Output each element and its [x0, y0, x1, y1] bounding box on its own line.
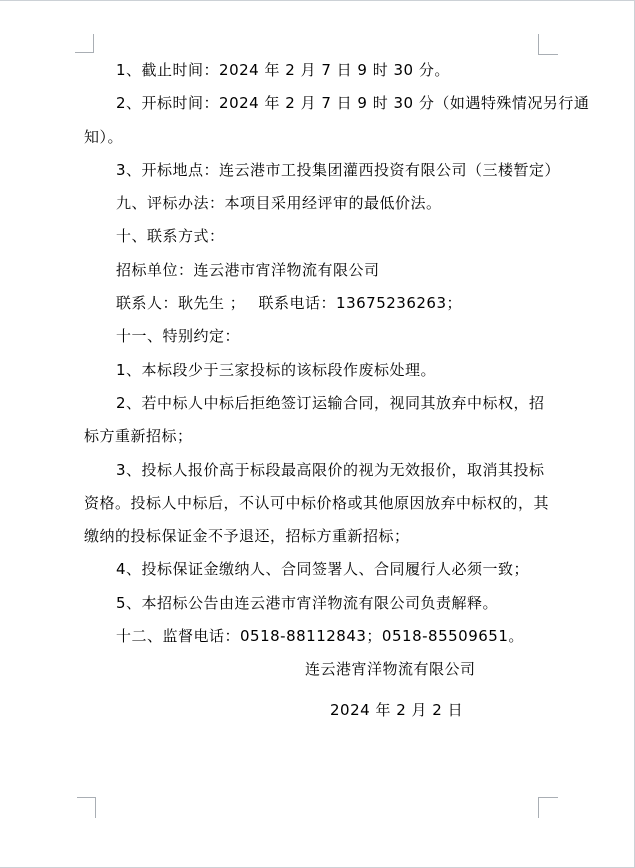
document-line-contact-person: 联系人：耿先生 ； 联系电话：13675236263；	[116, 294, 463, 313]
margin-mark-top-right	[538, 34, 558, 55]
signature-company-name: 连云港宵洋物流有限公司	[305, 660, 476, 679]
margin-mark-top-left	[75, 34, 94, 53]
margin-mark-bottom-right	[538, 797, 558, 818]
document-line-contact-heading: 十、联系方式：	[116, 227, 225, 246]
document-line-special-term-2: 2、若中标人中标后拒绝签订运输合同，视同其放弃中标权，招	[116, 393, 545, 412]
document-body	[84, 54, 590, 727]
document-line-special-term-5: 5、本招标公告由连云港市宵洋物流有限公司负责解释。	[116, 593, 499, 612]
document-line-special-term-4: 4、投标保证金缴纳人、合同签署人、合同履行人必须一致；	[116, 560, 530, 579]
document-line-special-term-2-wrap: 标方重新招标；	[84, 427, 193, 446]
document-line-bid-opening-time: 2、开标时间：2024 年 2 月 7 日 9 时 30 分（如遇特殊情况另行通	[116, 94, 590, 113]
document-line-bid-opening-time-wrap: 知）。	[84, 127, 124, 146]
document-line-deadline-time: 1、截止时间：2024 年 2 月 7 日 9 时 30 分。	[116, 61, 450, 79]
document-line-special-term-1: 1、本标段少于三家投标的该标段作废标处理。	[116, 360, 437, 379]
document-line-tendering-unit: 招标单位：连云港市宵洋物流有限公司	[116, 260, 380, 279]
document-line-bid-opening-place: 3、开标地点：连云港市工投集团灌西投资有限公司（三楼暂定）	[116, 160, 561, 179]
document-line-evaluation-method: 九、评标办法：本项目采用经评审的最低价法。	[116, 194, 442, 213]
document-line-special-terms-heading: 十一、特别约定：	[116, 327, 241, 346]
document-line-special-term-3-wrap-2: 缴纳的投标保证金不予退还，招标方重新招标；	[84, 527, 410, 546]
margin-mark-bottom-left	[77, 797, 96, 818]
document-line-special-term-3: 3、投标人报价高于标段最高限价的视为无效报价，取消其投标	[116, 460, 545, 479]
signature-date: 2024 年 2 月 2 日	[330, 700, 464, 719]
document-line-supervision-phone: 十二、监督电话：0518-88112843；0518-85509651。	[116, 627, 524, 646]
document-line-special-term-3-wrap-1: 资格。投标人中标后，不认可中标价格或其他原因放弃中标权的，其	[84, 493, 550, 512]
